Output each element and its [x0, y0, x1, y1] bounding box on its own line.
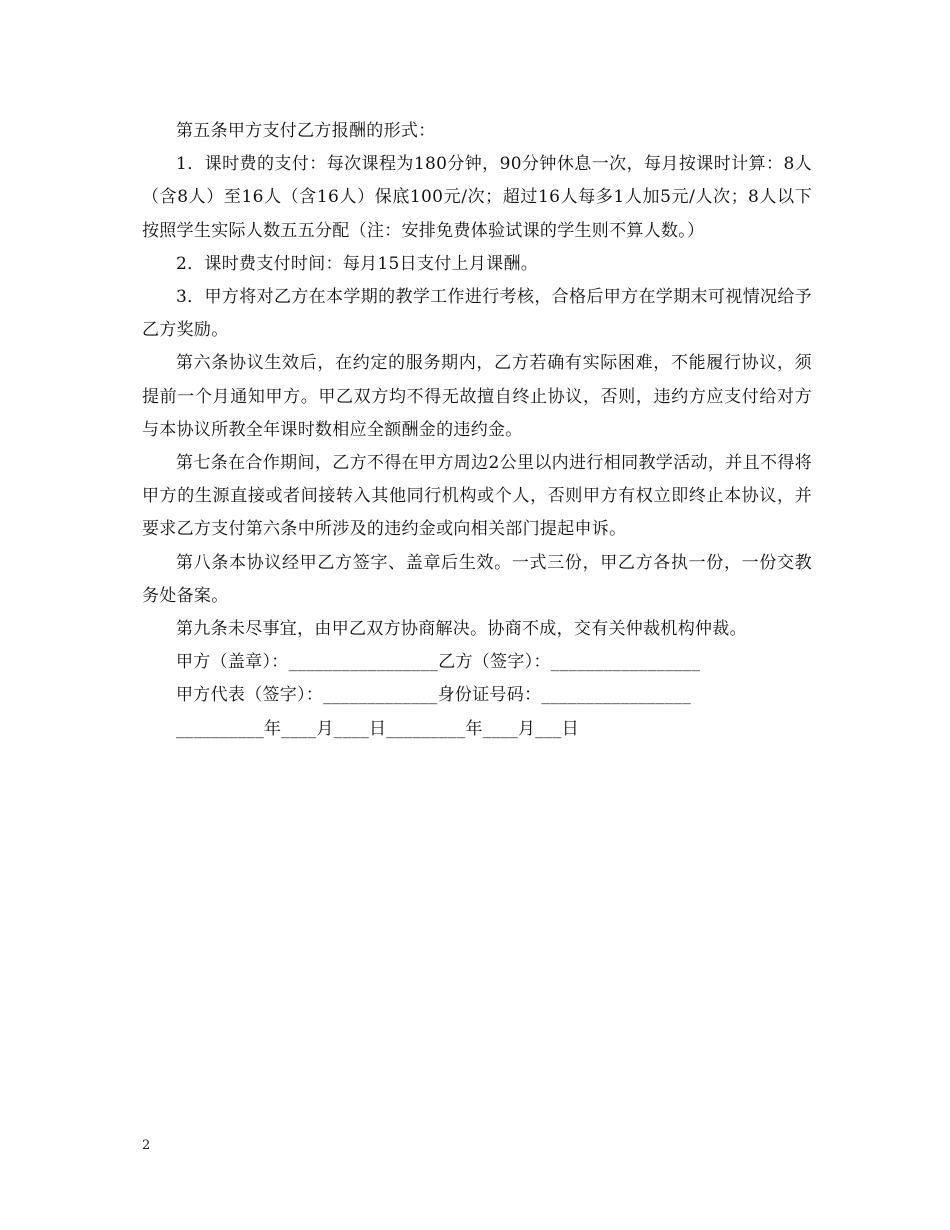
- article-9-disputes: 第九条未尽事宜，由甲乙双方协商解决。协商不成，交有关仲裁机构仲裁。: [176, 619, 747, 640]
- signature-line-dates: __________年____月____日_________年____月___日: [176, 718, 579, 739]
- article-8-effectiveness: 第八条本协议经甲乙方签字、盖章后生效。一式三份，甲乙方各执一份，一份交教务处备案。: [142, 552, 812, 606]
- page-number: 2: [142, 1138, 151, 1153]
- signature-line-representative: 甲方代表（签字）：_____________身份证号码：_________________: [176, 685, 691, 706]
- clause-3-evaluation: 3．甲方将对乙方在本学期的教学工作进行考核，合格后甲方在学期末可视情况给予乙方奖励。: [142, 287, 812, 341]
- signature-line-parties: 甲方（盖章）：_________________乙方（签字）：_________________: [176, 652, 701, 673]
- article-7-non-compete: 第七条在合作期间，乙方不得在甲方周边2公里以内进行相同教学活动，并且不得将甲方的生源直接或者间接转入其他同行机构或个人，否则甲方有权立即终止本协议，并要求乙方支付第六条中所涉及的违约金或向相关部门提起申诉。: [142, 453, 812, 540]
- clause-1-fee-payment: 1．课时费的支付：每次课程为180分钟，90分钟休息一次，每月按课时计算：8人（含8人）至16人（含16人）保底100元/次；超过16人每多1人加5元/人次；8人以下按照学生实际人数五五分配（注：安排免费体验试课的学生则不算人数。）: [142, 154, 812, 241]
- document-body: [142, 115, 812, 746]
- article-6-termination: 第六条协议生效后，在约定的服务期内，乙方若确有实际困难，不能履行协议，须提前一个月通知甲方。甲乙双方均不得无故擅自终止协议，否则，违约方应支付给对方与本协议所教全年课时数相应全额酬金的违约金。: [142, 353, 812, 440]
- clause-2-payment-time: 2．课时费支付时间：每月15日支付上月课酬。: [176, 253, 539, 274]
- article-5-heading: 第五条甲方支付乙方报酬的形式：: [176, 121, 436, 141]
